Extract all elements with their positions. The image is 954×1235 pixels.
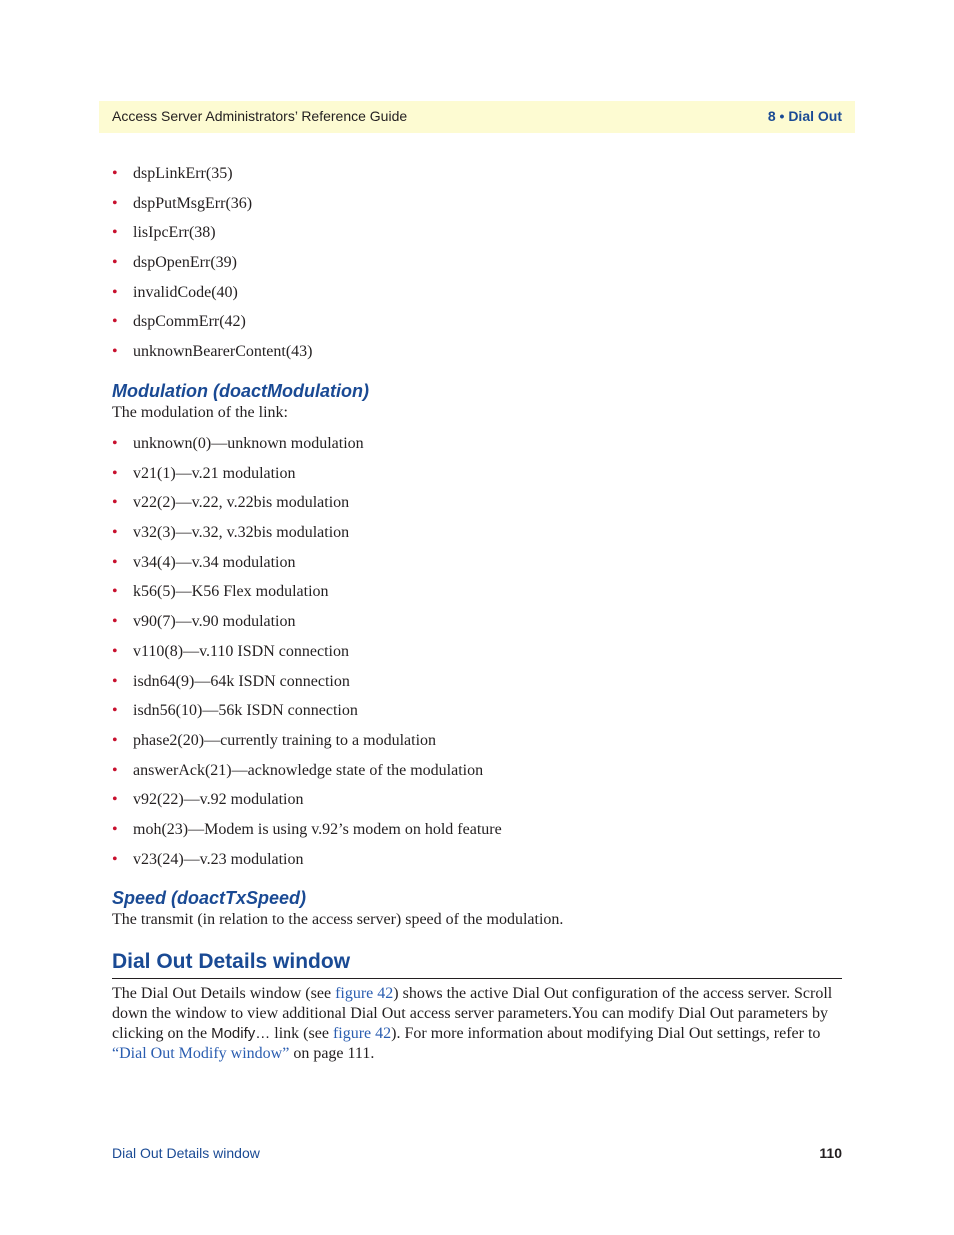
bullet-icon: • <box>112 702 118 720</box>
figure-42-link[interactable]: figure 42 <box>335 985 394 1002</box>
bullet-icon: • <box>112 254 118 272</box>
bullet-icon: • <box>112 524 118 542</box>
figure-42-link[interactable]: figure 42 <box>332 1025 392 1042</box>
paragraph-text: ). For more information about modifying Dial Out settings, refer to <box>391 1025 821 1042</box>
list-item-text: answerAck(21)—acknowledge state of the modulation <box>133 761 484 779</box>
list-item <box>112 850 502 880</box>
bullet-icon: • <box>112 435 118 452</box>
bullet-icon: • <box>112 313 118 331</box>
section-paragraph <box>112 984 842 1064</box>
list-item <box>112 761 502 791</box>
list-item-text: moh(23)—Modem is using v.92’s modem on hold feature <box>133 820 502 838</box>
bullet-icon: • <box>112 613 118 631</box>
bullet-icon: • <box>112 642 118 660</box>
list-item <box>112 612 502 642</box>
list-item <box>112 194 313 224</box>
dial-out-modify-link[interactable]: “Dial Out Modify window” <box>112 1045 290 1062</box>
list-item-text: unknown(0)—unknown modulation <box>133 435 364 452</box>
list-item <box>112 312 313 342</box>
list-item <box>112 642 502 672</box>
list-item-text: dspPutMsgErr(36) <box>133 194 253 212</box>
bullet-icon: • <box>112 224 118 242</box>
list-item <box>112 434 502 464</box>
list-item <box>112 493 502 523</box>
list-item-text: dspLinkErr(35) <box>133 165 233 182</box>
list-item-text: isdn56(10)—56k ISDN connection <box>133 702 358 720</box>
list-item-text: v21(1)—v.21 modulation <box>133 464 296 482</box>
header-guide-title: Access Server Administrators’ Reference Guide <box>112 108 408 124</box>
modulation-heading: Modulation (doactModulation) <box>112 381 369 401</box>
bullet-icon: • <box>112 494 118 512</box>
bullet-icon: • <box>112 731 118 749</box>
list-item-text: dspOpenErr(39) <box>133 254 237 272</box>
list-item <box>112 223 313 253</box>
bullet-icon: • <box>112 165 118 182</box>
list-item <box>112 820 502 850</box>
bullet-icon: • <box>112 464 118 482</box>
list-item <box>112 164 313 194</box>
list-item <box>112 342 313 372</box>
bullet-icon: • <box>112 194 118 212</box>
bullet-icon: • <box>112 791 118 809</box>
list-item-text: v34(4)—v.34 modulation <box>133 553 296 571</box>
bullet-icon: • <box>112 583 118 601</box>
footer-section-name: Dial Out Details window <box>112 1145 260 1161</box>
list-item-text: v23(24)—v.23 modulation <box>133 850 304 868</box>
list-item <box>112 464 502 494</box>
speed-description: The transmit (in relation to the access server) speed of the modulation. <box>112 911 564 928</box>
list-item-text: v110(8)—v.110 ISDN connection <box>133 642 349 660</box>
list-item <box>112 672 502 702</box>
page-number: 110 <box>819 1145 842 1161</box>
list-item <box>112 553 502 583</box>
speed-heading: Speed (doactTxSpeed) <box>112 888 307 908</box>
paragraph-text: The Dial Out Details window (see <box>112 985 336 1002</box>
running-header <box>99 101 855 133</box>
bullet-icon: • <box>112 850 118 868</box>
modulation-intro: The modulation of the link: <box>112 404 288 421</box>
section-divider <box>112 978 842 979</box>
list-item-text: isdn64(9)—64k ISDN connection <box>133 672 350 690</box>
error-code-list <box>112 164 313 372</box>
list-item <box>112 701 502 731</box>
bullet-icon: • <box>112 820 118 838</box>
list-item-text: v92(22)—v.92 modulation <box>133 791 304 809</box>
list-item-text: invalidCode(40) <box>133 283 238 301</box>
modify-label: Modify… <box>211 1025 271 1042</box>
list-item-text: lisIpcErr(38) <box>133 224 216 242</box>
list-item <box>112 283 313 313</box>
list-item <box>112 790 502 820</box>
header-chapter: 8 • Dial Out <box>767 108 842 124</box>
bullet-icon: • <box>112 672 118 690</box>
list-item-text: k56(5)—K56 Flex modulation <box>133 583 329 601</box>
paragraph-text: ) shows the active Dial Out configuration of the access server. Scroll down the window to view additional Dial Out access server parameters.You can modify Dial Out parameters by clicking on the <box>112 985 833 1042</box>
list-item-text: v22(2)—v.22, v.22bis modulation <box>133 494 350 512</box>
list-item-text: v90(7)—v.90 modulation <box>133 613 296 631</box>
section-title: Dial Out Details window <box>112 950 351 973</box>
list-item <box>112 253 313 283</box>
list-item-text: dspCommErr(42) <box>133 313 246 331</box>
list-item <box>112 731 502 761</box>
list-item-text: unknownBearerContent(43) <box>133 343 313 361</box>
bullet-icon: • <box>112 553 118 571</box>
paragraph-text: on page 111. <box>289 1045 375 1062</box>
list-item <box>112 582 502 612</box>
bullet-icon: • <box>112 343 118 361</box>
paragraph-text: link (see <box>270 1025 333 1042</box>
list-item-text: phase2(20)—currently training to a modulation <box>133 731 437 749</box>
bullet-icon: • <box>112 761 118 779</box>
list-item-text: v32(3)—v.32, v.32bis modulation <box>133 524 350 542</box>
bullet-icon: • <box>112 283 118 301</box>
modulation-list <box>112 434 502 879</box>
list-item <box>112 523 502 553</box>
